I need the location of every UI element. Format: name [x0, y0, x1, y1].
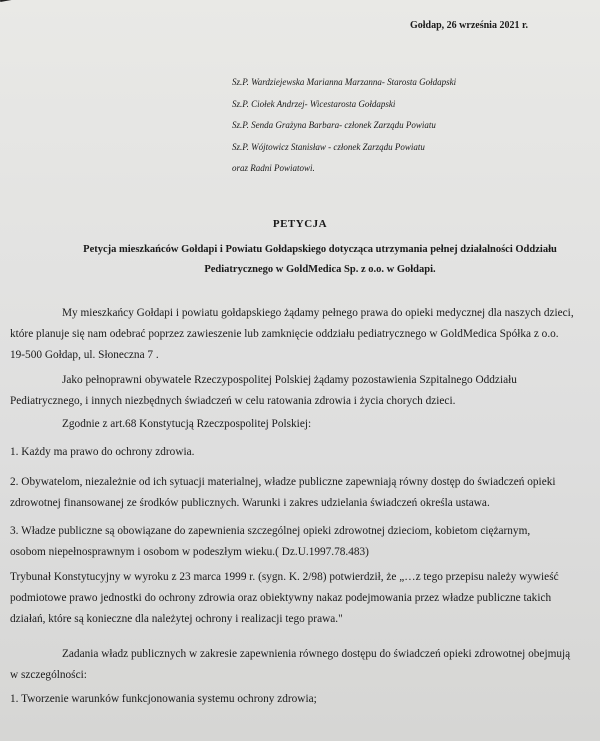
addressee: Sz.P. Wardziejewska Marianna Marzanna- Starosta Gołdapski — [232, 77, 457, 87]
list-item — [10, 442, 590, 463]
text-line: podmiotowe prawo jednostki do ochrony zdrowia oraz obiektywny nakaz podejmowania przez władze publiczne takich — [10, 592, 552, 604]
date-line: Gołdap, 26 września 2021 r. — [410, 20, 528, 31]
text-line: zdrowotnej finansowanej ze środków publicznych. Warunki i zakres udzielania świadczeń określa ustawa. — [10, 497, 490, 509]
paragraph-tribunal — [10, 567, 590, 630]
addressee: Sz.P. Wójtowicz Stanisław - członek Zarządu Powiatu — [232, 141, 425, 152]
text-line: 19-500 Gołdap, ul. Słoneczna 7 . — [10, 349, 159, 361]
list-item — [10, 472, 590, 514]
pen-mark — [0, 0, 62, 16]
text-line: osobom niepełnosprawnym i osobom w podeszłym wieku.( Dz.U.1997.78.483) — [10, 546, 369, 558]
addressee: Sz.P. Senda Grażyna Barbara- członek Zarządu Powiatu — [232, 120, 436, 130]
text-line: 1. Każdy ma prawo do ochrony zdrowia. — [10, 446, 195, 458]
text-line: Zadania władz publicznych w zakresie zapewnienia równego dostępu do świadczeń opieki zdrowotnej obejmują — [62, 648, 571, 660]
document-subtitle — [60, 240, 580, 280]
addressee: Sz.P. Ciołek Andrzej- Wicestarosta Gołdapski — [232, 98, 396, 109]
addressee-list — [232, 72, 456, 180]
text-line: w szczególności: — [10, 669, 87, 681]
text-line: działań, które są konieczne dla należytej ochrony i realizacji tego prawa." — [10, 613, 343, 625]
text-line: które planuje się nam odebrać poprzez zawieszenie lub zamknięcie oddziału pediatrycznego w GoldMedica Spółka z o.o. — [10, 328, 559, 340]
paragraph-tasks — [10, 644, 590, 686]
addressee: oraz Radni Powiatowi. — [232, 163, 315, 173]
list-item — [10, 521, 590, 563]
text-line: 2. Obywatelom, niezależnie od ich sytuacji materialnej, władze publiczne zapewniają równy dostęp do świadczeń opieki — [10, 476, 556, 488]
paragraph-constitution — [10, 414, 590, 435]
paragraph-citizens — [10, 370, 590, 412]
list-item — [10, 689, 590, 710]
subtitle-line: Petycja mieszkańców Gołdapi i Powiatu Gołdapskiego dotycząca utrzymania pełnej działalności Oddziału — [83, 244, 557, 255]
text-line: Pediatrycznego, i innych niezbędnych świadczeń w celu ratowania zdrowia i życia chorych dzieci. — [10, 395, 456, 407]
text-line: My mieszkańcy Gołdapi i powiatu gołdapskiego żądamy pełnego prawa do opieki medycznej dla naszych dzieci, — [62, 307, 574, 319]
text-line: 3. Władze publiczne są obowiązane do zapewnienia szczególnej opieki zdrowotnej dzieciom, kobietom ciężarnym, — [10, 525, 531, 537]
paragraph-demand — [10, 303, 590, 366]
text-line: Jako pełnoprawni obywatele Rzeczypospolitej Polskiej żądamy pozostawienia Szpitalnego Oddziału — [62, 374, 517, 386]
text-line: Zgodnie z art.68 Konstytucją Rzeczpospolitej Polskiej: — [62, 418, 312, 430]
text-line: Trybunał Konstytucyjny w wyroku z 23 marca 1999 r. (sygn. K. 2/98) potwierdził, że „…z tego przepisu należy wywieść — [10, 571, 559, 583]
text-line: 1. Tworzenie warunków funkcjonowania systemu ochrony zdrowia; — [10, 693, 317, 705]
subtitle-line: Pediatrycznego w GoldMedica Sp. z o.o. w Gołdapi. — [204, 264, 436, 275]
document-title: PETYCJA — [272, 218, 328, 230]
